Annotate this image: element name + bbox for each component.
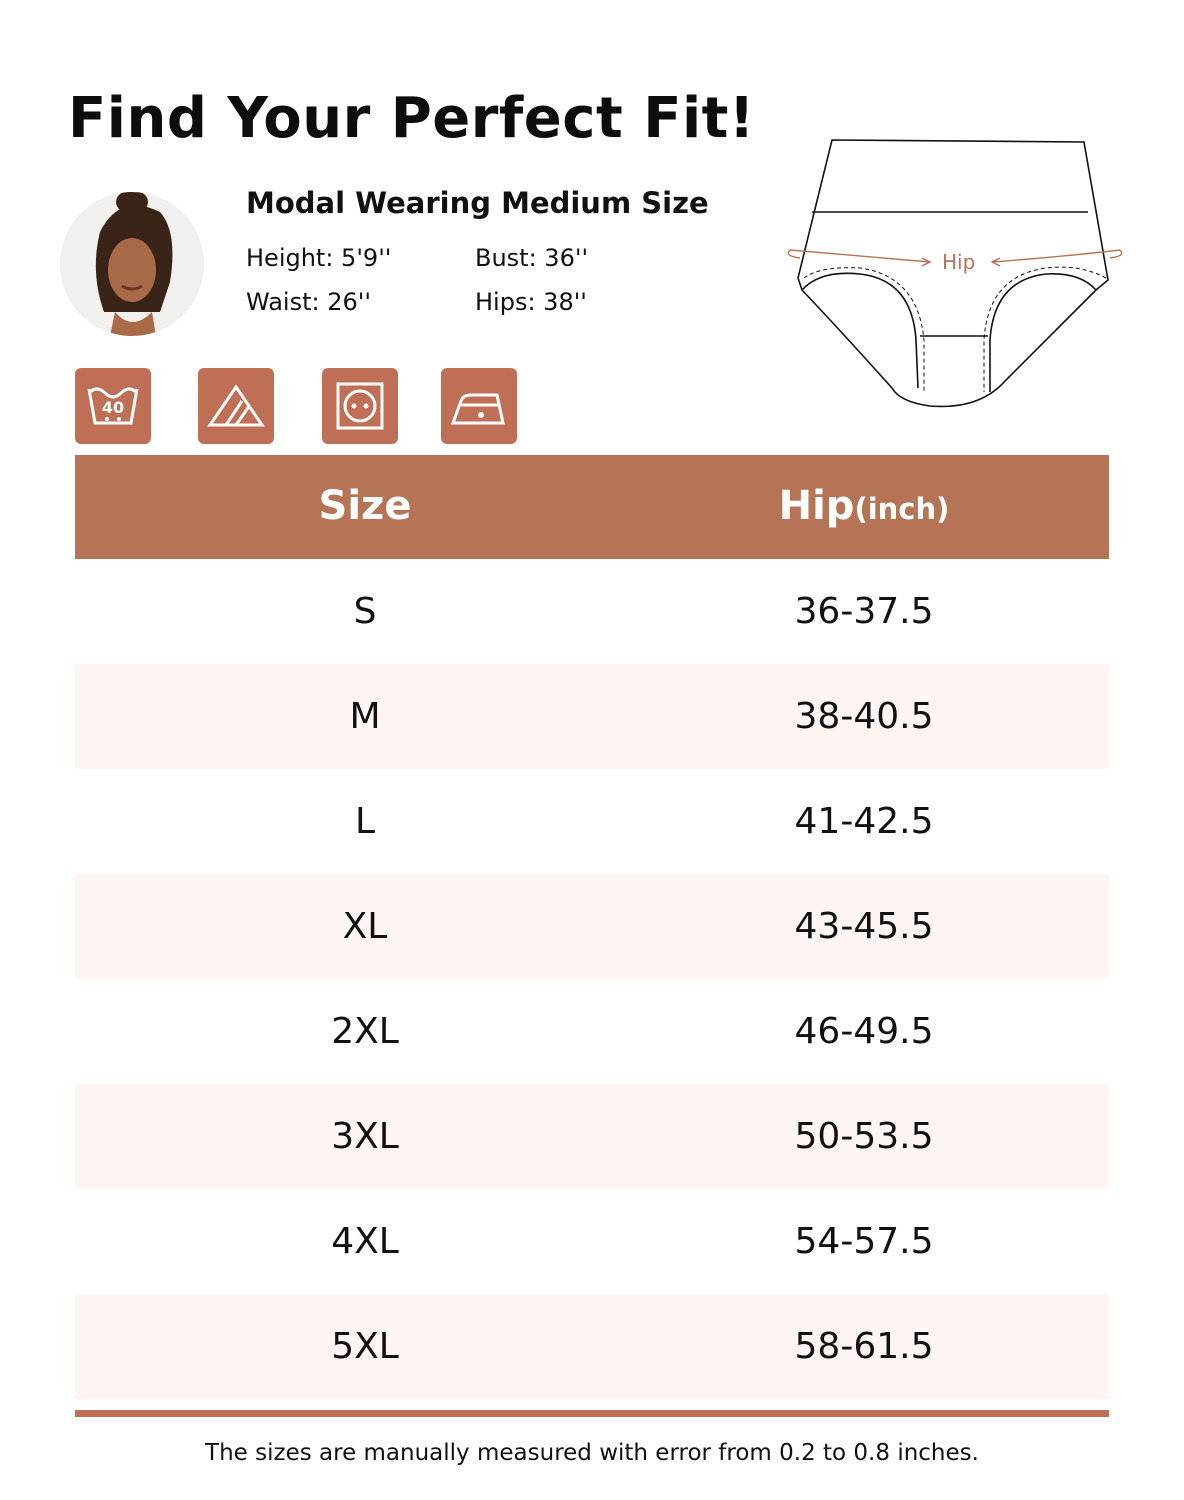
- table-row: [75, 874, 1109, 979]
- iron-icon: [441, 368, 517, 444]
- model-height: Height: 5'9'': [246, 244, 392, 272]
- hip-cell: 43-45.5: [794, 906, 934, 947]
- size-cell: 2XL: [331, 1011, 399, 1052]
- bleach-icon: [198, 368, 274, 444]
- tumble-dry-icon: [322, 368, 398, 444]
- table-bottom-rule: [75, 1410, 1109, 1417]
- table-row: [75, 1084, 1109, 1189]
- page-title: Find Your Perfect Fit!: [68, 86, 755, 151]
- svg-text:40: 40: [101, 398, 125, 417]
- hip-cell: 50-53.5: [794, 1116, 934, 1157]
- model-avatar: [60, 192, 204, 336]
- size-cell: XL: [342, 906, 388, 947]
- header-hip-unit: (inch): [854, 492, 950, 526]
- size-table: [75, 455, 1109, 1399]
- model-heading: Modal Wearing Medium Size: [246, 186, 709, 220]
- header-hip: [655, 483, 1073, 529]
- size-cell: 5XL: [331, 1326, 399, 1367]
- model-portrait-icon: [60, 192, 204, 336]
- header-size: Size: [318, 483, 412, 529]
- table-row: [75, 664, 1109, 769]
- table-row: [75, 769, 1109, 874]
- size-cell: L: [354, 801, 376, 842]
- table-row: [75, 979, 1109, 1084]
- header-hip-label: Hip: [778, 483, 855, 529]
- size-cell: M: [349, 696, 381, 737]
- wash-40-icon: [75, 368, 151, 444]
- model-bust: Bust: 36'': [475, 244, 589, 272]
- hip-label: Hip: [942, 250, 976, 274]
- table-row: [75, 1189, 1109, 1294]
- table-row: [75, 1294, 1109, 1399]
- hip-cell: 36-37.5: [794, 591, 934, 632]
- hip-cell: 41-42.5: [794, 801, 934, 842]
- table-header: [75, 455, 1109, 559]
- footnote: The sizes are manually measured with error from 0.2 to 0.8 inches.: [205, 1440, 979, 1466]
- hip-cell: 58-61.5: [794, 1326, 934, 1367]
- table-row: [75, 559, 1109, 664]
- size-cell: S: [353, 591, 377, 632]
- hip-cell: 38-40.5: [794, 696, 934, 737]
- size-cell: 3XL: [331, 1116, 399, 1157]
- hip-cell: 46-49.5: [794, 1011, 934, 1052]
- size-cell: 4XL: [331, 1221, 399, 1262]
- panty-diagram: [780, 130, 1130, 420]
- hip-cell: 54-57.5: [794, 1221, 934, 1262]
- model-waist: Waist: 26'': [246, 288, 371, 316]
- brief-outline-icon: [780, 130, 1130, 420]
- model-hips: Hips: 38'': [475, 288, 587, 316]
